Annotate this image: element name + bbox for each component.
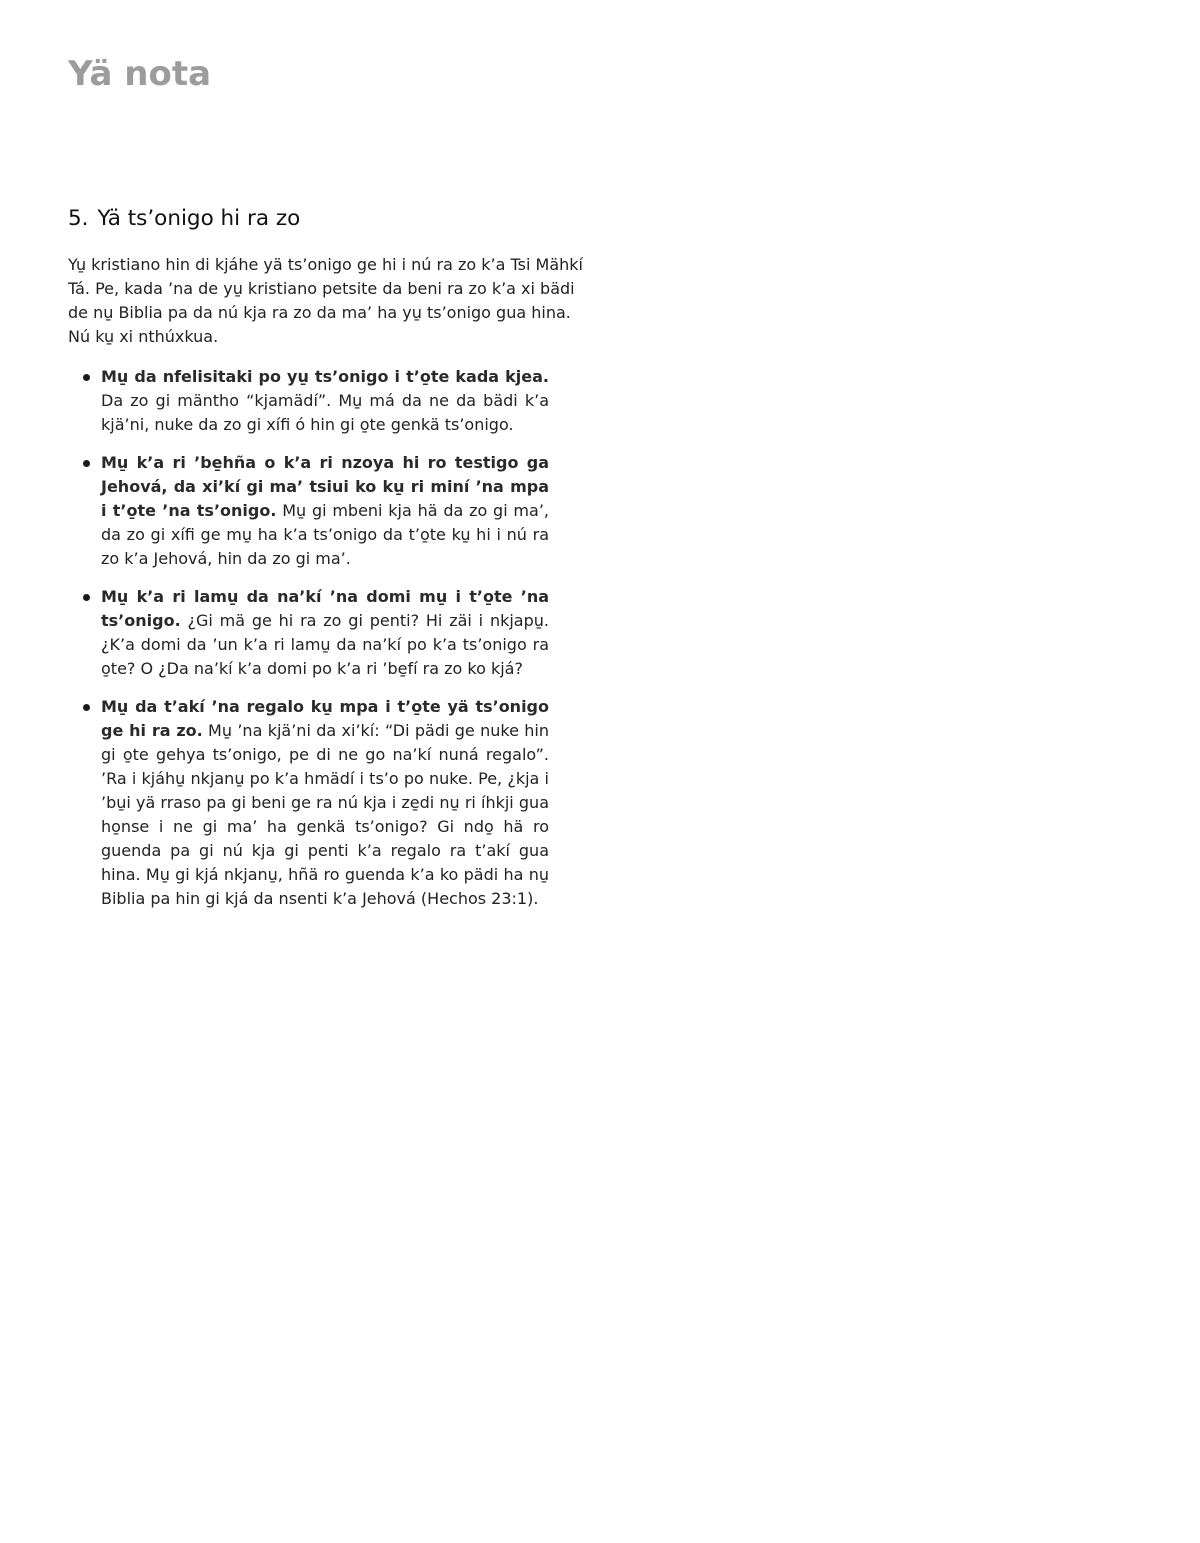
bullet-item bbox=[68, 695, 549, 911]
bullet-icon bbox=[83, 374, 90, 381]
bullet-item bbox=[68, 585, 549, 681]
bullet-text: Mu̱ ’na kjä’ni da xi’kí: “Di pädi ge nuke hin gi o̱te gehya ts’onigo, pe di ne go na’kí nuná regalo”. ’Ra i kjáhu̱ nkjanu̱ po k’a hmädí i ts’o po nuke. Pe, ¿kja i ’bu̱i yä rraso pa gi beni ge ra nú kja i ze̱di nu̱ ri íhkji gua ho̱nse i ne gi ma’ ha genkä ts’onigo? Gi ndo̱ hä ro guenda pa gi nú kja gi penti k’a regalo ra t’akí gua hina. Mu̱ gi kjá nkjanu̱, hñä ro guenda k’a ko pädi ha nu̱ Biblia pa hin gi kjá da nsenti k’a Jehová (Hechos 23:1). bbox=[101, 721, 549, 908]
section-title: Yä ts’onigo hi ra zo bbox=[97, 206, 301, 231]
bullet-lead: Mu̱ k’a ri ’be̱hña o k’a ri nzoya hi ro testigo ga Jehová, da xi’kí gi ma’ tsiui ko ku̱ ri miní ’na mpa i t’o̱te ’na ts’onigo. bbox=[101, 453, 549, 520]
bullet-item bbox=[68, 365, 549, 437]
bullet-lead: Mu̱ da nfelisitaki po yu̱ ts’onigo i t’o̱te kada kjea. bbox=[101, 367, 549, 386]
bullet-text: Mu̱ gi mbeni kja hä da zo gi ma’, da zo gi xífi ge mu̱ ha k’a ts’onigo da t’o̱te ku̱ hi i nú ra zo k’a Jehová, hin da zo gi ma’. bbox=[101, 501, 549, 568]
bullet-icon bbox=[83, 594, 90, 601]
intro-paragraph: Yu̱ kristiano hin di kjáhe yä ts’onigo ge hi i nú ra zo k’a Tsi Mähkí Tá. Pe, kada ’na de yu̱ kristiano petsite da beni ra zo k’a xi bädi de nu̱ Biblia pa da nú kja ra zo da ma’ ha yu̱ ts’onigo gua hina. Nú ku̱ xi nthúxkua. bbox=[68, 255, 583, 346]
bullet-icon bbox=[83, 460, 90, 467]
bullet-item bbox=[68, 451, 549, 571]
bullet-list bbox=[68, 365, 588, 911]
section-number: 5. bbox=[68, 206, 89, 231]
bullet-text: ¿Gi mä ge hi ra zo gi penti? Hi zäi i nkjapu̱. ¿K’a domi da ’un k’a ri lamu̱ da na’kí po k’a ts’onigo ra o̱te? O ¿Da na’kí k’a domi po k’a ri ’be̱fí ra zo ko kjá? bbox=[101, 611, 549, 678]
bullet-icon bbox=[83, 704, 90, 711]
bullet-text: Da zo gi mäntho “kjamädí”. Mu̱ má da ne da bädi k’a kjä’ni, nuke da zo gi xífi ó hin gi o̱te genkä ts’onigo. bbox=[101, 391, 549, 434]
bullet-lead: Mu̱ k’a ri lamu̱ da na’kí ’na domi mu̱ i t’o̱te ’na ts’onigo. bbox=[101, 587, 549, 630]
bullet-lead: Mu̱ da t’akí ’na regalo ku̱ mpa i t’o̱te yä ts’onigo ge hi ra zo. bbox=[101, 697, 549, 740]
page-header-title: Yä nota bbox=[68, 54, 212, 94]
section-heading bbox=[68, 203, 588, 235]
section-content bbox=[68, 203, 588, 925]
